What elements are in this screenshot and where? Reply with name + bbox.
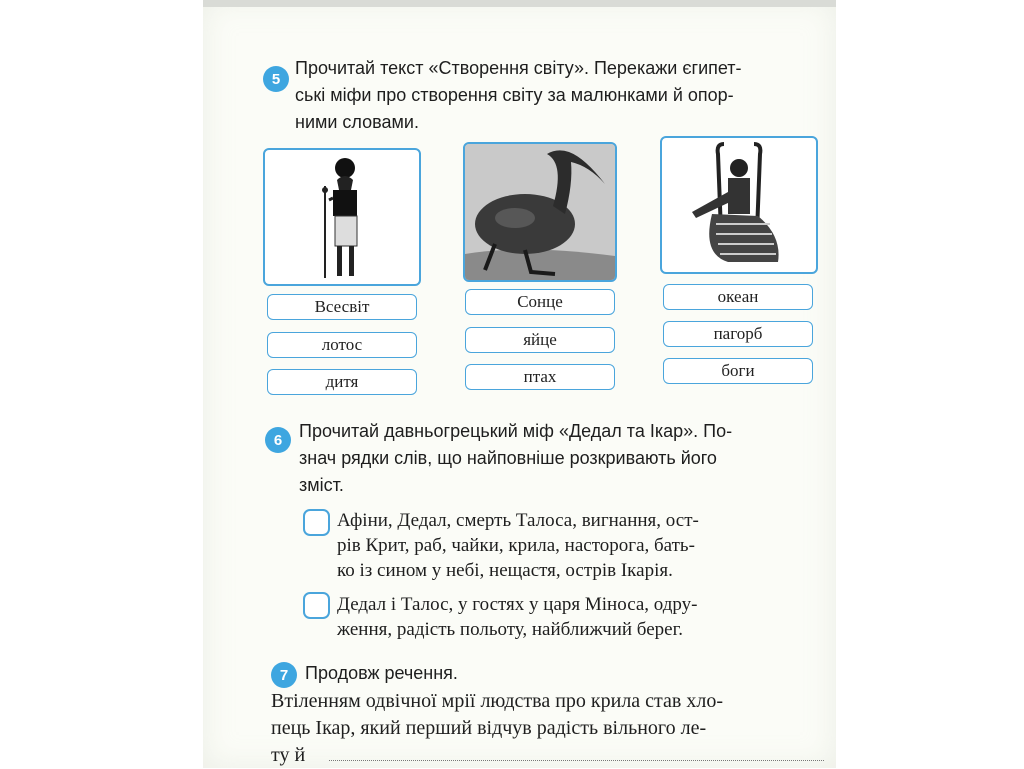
option-1-text — [337, 508, 699, 583]
kneeling-god-icon — [662, 138, 816, 272]
task6-line: зміст. — [299, 475, 344, 495]
task5-line: Прочитай текст «Створення світу». Перекажи єгипет- — [295, 58, 742, 78]
word-box: дитя — [267, 369, 417, 395]
answer-line[interactable] — [329, 760, 824, 761]
workbook-page — [203, 0, 836, 768]
task6-line: Прочитай давньогрецький міф «Дедал та Ікар». По- — [299, 421, 733, 441]
word-box: Всесвіт — [267, 294, 417, 320]
picture-kneeling-god — [660, 136, 818, 274]
word-box: яйце — [465, 327, 615, 353]
option-line: Афіни, Дедал, смерть Талоса, вигнання, ост- — [337, 510, 699, 531]
task5-line: ними словами. — [295, 112, 419, 132]
word-box: птах — [465, 364, 615, 390]
sentence-line: пець Ікар, який перший відчув радість вільного ле- — [271, 717, 707, 739]
task6-line: знач рядки слів, що найповніше розкривають його — [299, 448, 717, 468]
option-line: рів Крит, раб, чайки, крила, насторога, бать- — [337, 535, 695, 556]
word-box: пагорб — [663, 321, 813, 347]
picture-egyptian-god — [263, 148, 421, 286]
sentence-line: ту й — [271, 744, 306, 766]
task5-instruction — [295, 55, 742, 136]
task7-sentence — [271, 688, 723, 769]
word-box: боги — [663, 358, 813, 384]
sentence-line: Втіленням одвічної мрії людства про крила став хло- — [271, 690, 724, 712]
option-2-text — [337, 592, 698, 642]
word-box: лотос — [267, 332, 417, 358]
task-number-badge: 6 — [265, 427, 291, 453]
option-line: ження, радість польоту, найближчий берег. — [337, 619, 683, 640]
word-box: океан — [663, 284, 813, 310]
task5-line: ські міфи про створення світу за малюнками й опор- — [295, 85, 734, 105]
option-line: ко із сином у небі, нещастя, острів Ікарія. — [337, 560, 673, 581]
task7-title-text: Продовж речення. — [305, 663, 458, 683]
task7-title — [305, 660, 458, 687]
option-line: Дедал і Талос, у гостях у царя Міноса, одру- — [337, 594, 698, 615]
picture-ibis-bird — [463, 142, 617, 282]
word-box: Сонце — [465, 289, 615, 315]
task-number-badge: 7 — [271, 662, 297, 688]
option-1-checkbox[interactable] — [303, 509, 330, 536]
task6-instruction — [299, 418, 732, 499]
ibis-bird-icon — [465, 144, 615, 280]
egyptian-god-icon — [265, 150, 419, 284]
task-number-badge: 5 — [263, 66, 289, 92]
option-2-checkbox[interactable] — [303, 592, 330, 619]
page-top-edge — [203, 0, 836, 7]
